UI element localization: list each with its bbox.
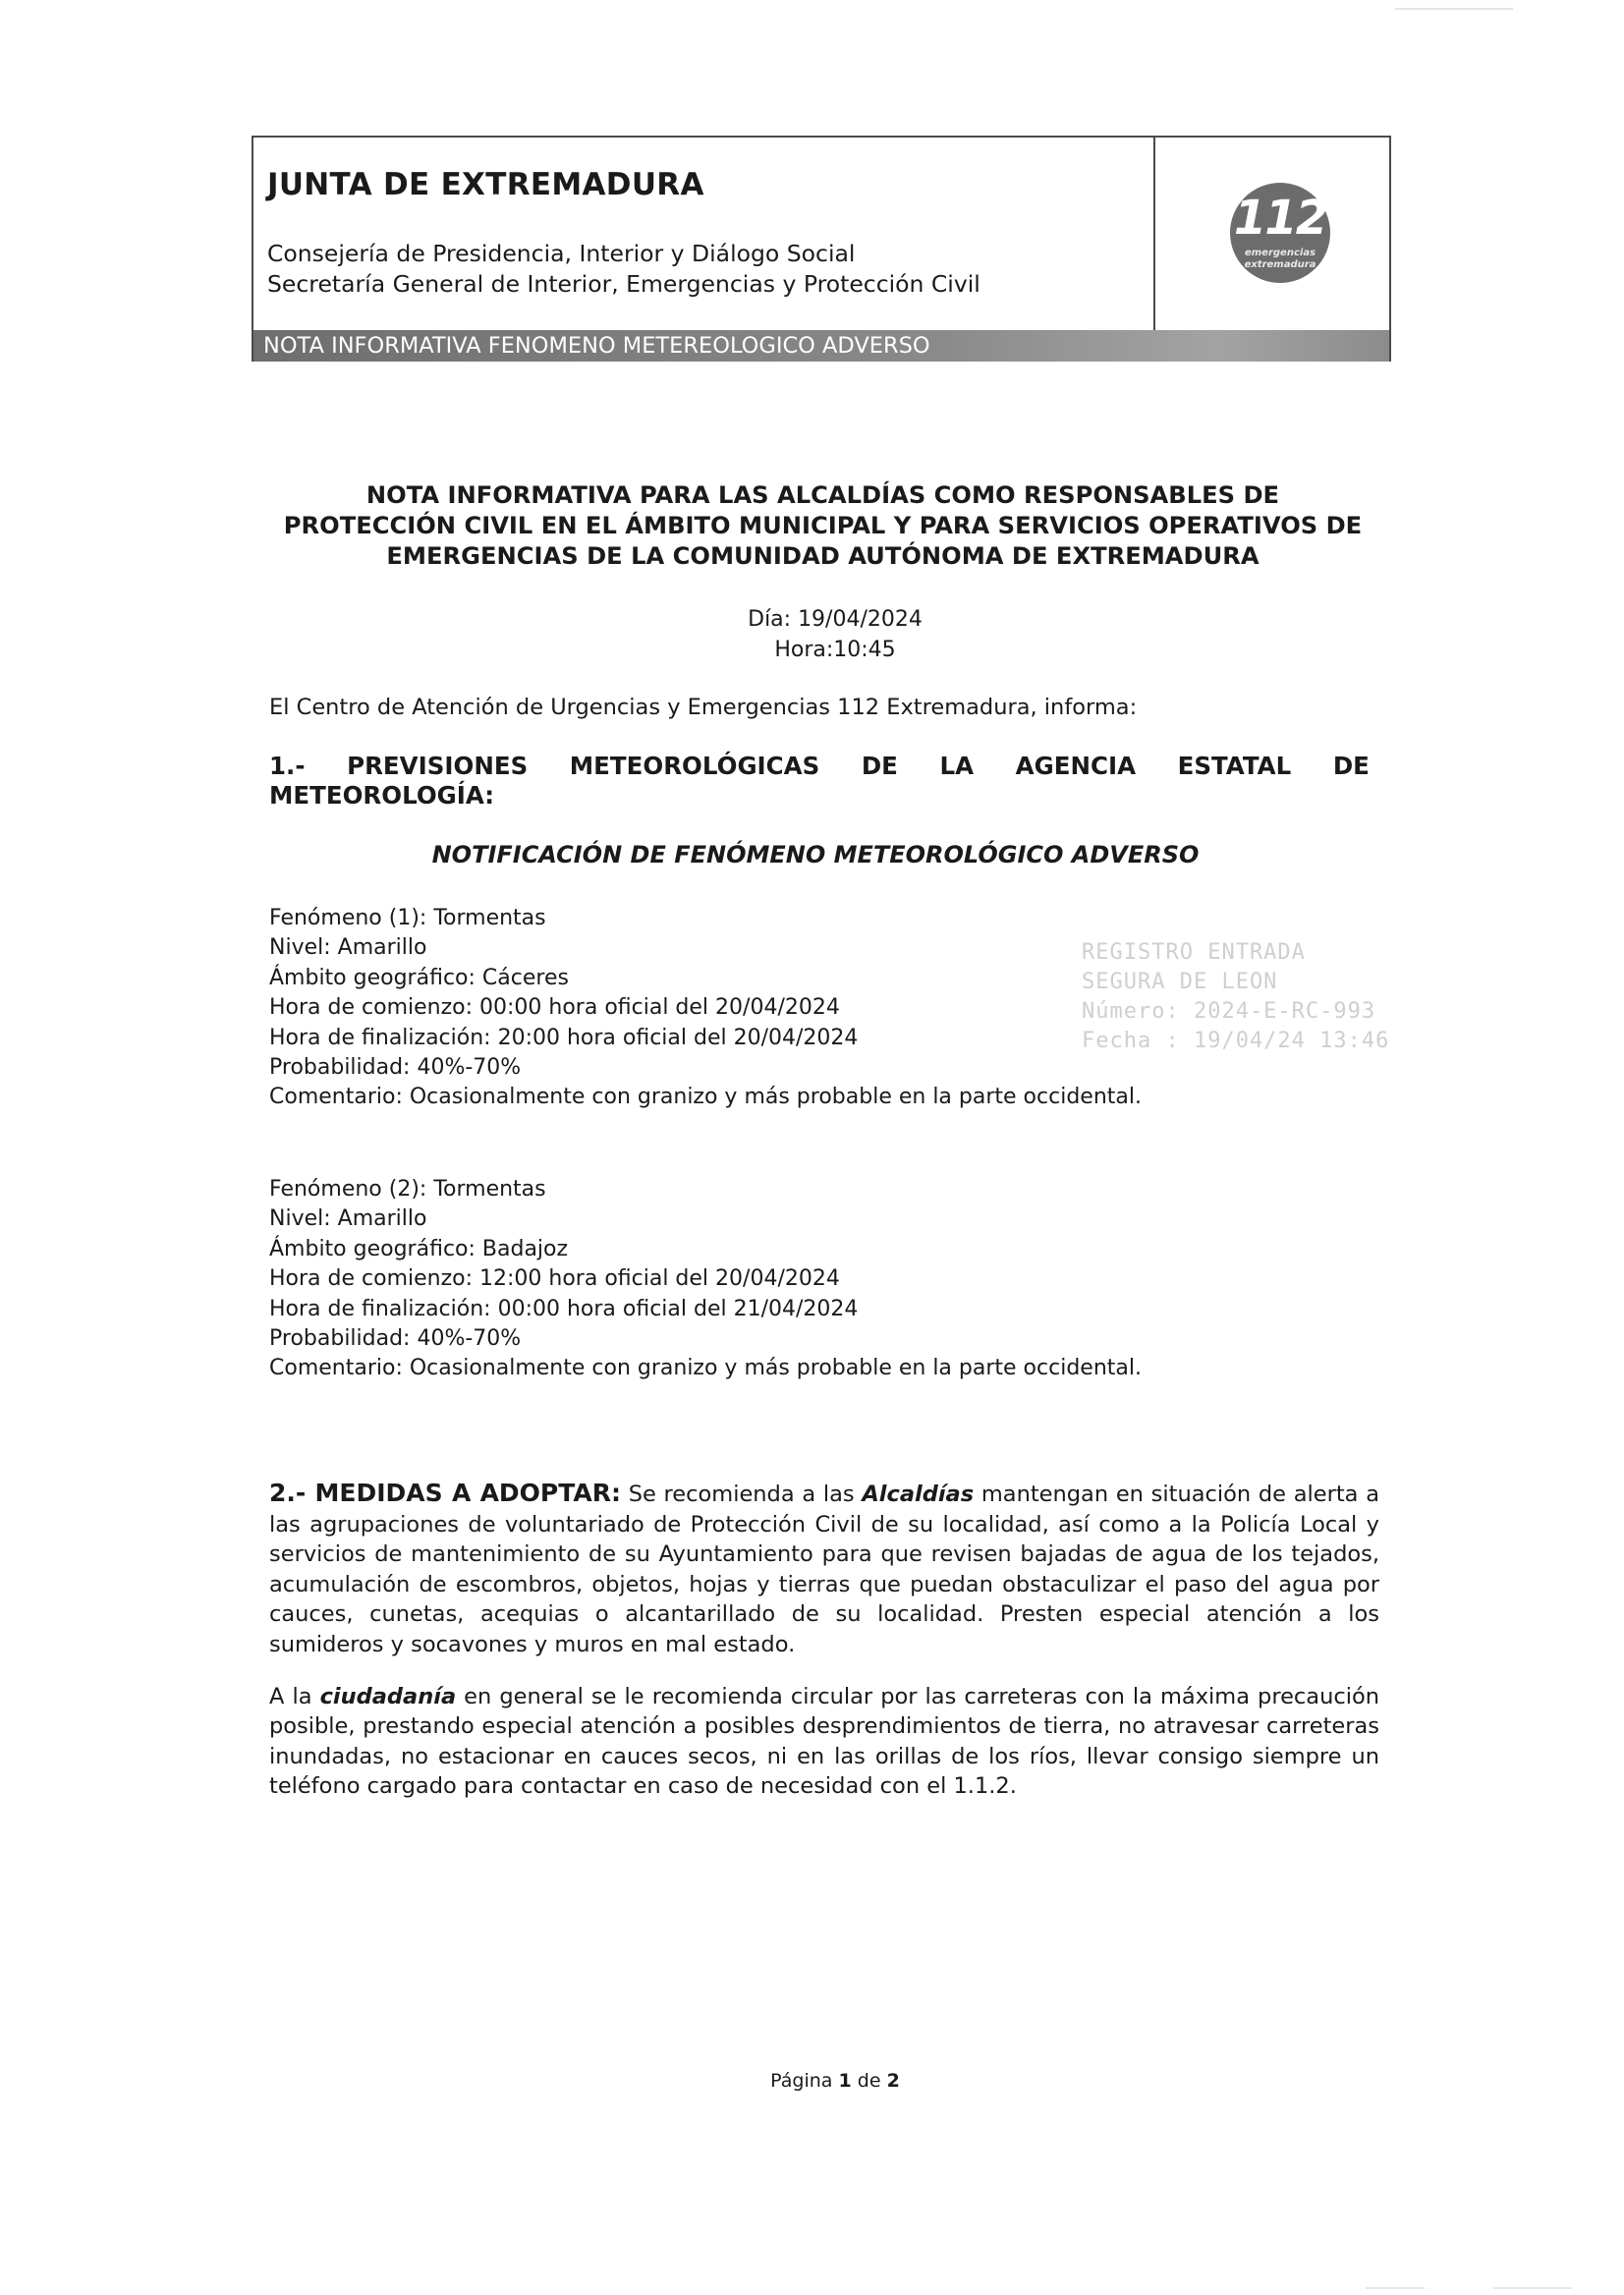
recommendation-text: en general se le recomienda circular por las carreteras con la máxima precaución posible, prestando especial atención a posibles desprendimientos de tierra, no atravesar carreteras inundadas, no estacionar en cauces secos, ni en las orillas de los ríos, llevar consigo siempre un teléfono cargado para contactar en caso de necesidad con el 1.1.2. [269, 1684, 1379, 1800]
heading-line: EMERGENCIAS DE LA COMUNIDAD AUTÓNOMA DE EXTREMADURA [386, 542, 1260, 570]
section-1-word: ESTATAL [1177, 752, 1292, 780]
phenomenon-block [269, 904, 1142, 1113]
stamp-line: SEGURA DE LEON [1082, 970, 1278, 994]
page-number: 1 [838, 2070, 852, 2092]
heading-line: NOTA INFORMATIVA PARA LAS ALCALDÍAS COMO RESPONSABLES DE [365, 481, 1280, 509]
section-2-heading: 2.- MEDIDAS A ADOPTAR: [269, 1479, 621, 1507]
banner-text: NOTA INFORMATIVA FENOMENO METEREOLOGICO ADVERSO [263, 333, 930, 359]
logo-cell [1155, 138, 1389, 330]
section-1-line-2: METEOROLOGÍA: [269, 781, 495, 810]
phenomenon-level: Nivel: Amarillo [269, 935, 427, 961]
stamp-date: Fecha : 19/04/24 13:46 [1082, 1029, 1390, 1053]
phenomenon-type: Fenómeno (2): Tormentas [269, 1177, 546, 1202]
scan-artifact [1366, 2287, 1425, 2289]
header-banner [253, 330, 1389, 362]
section-1-word: METEOROLÓGICAS [569, 752, 820, 780]
org-title: JUNTA DE EXTREMADURA [267, 167, 704, 202]
of-label: de [857, 2070, 881, 2092]
phenomenon-probability: Probabilidad: 40%-70% [269, 1055, 522, 1081]
phenomenon-comment: Comentario: Ocasionalmente con granizo y más probable en la parte occidental. [269, 1085, 1142, 1110]
page-footer [688, 2070, 982, 2092]
logo-subtitle-region: extremadura [1244, 259, 1316, 270]
section-1-heading [269, 752, 1370, 811]
secretariat-line: Secretaría General de Interior, Emergencias y Protección Civil [267, 270, 980, 298]
document-header [252, 136, 1391, 362]
phenomenon-end: Hora de finalización: 00:00 hora oficial del 21/04/2024 [269, 1296, 859, 1321]
phenomenon-level: Nivel: Amarillo [269, 1206, 427, 1232]
scan-artifact [1395, 8, 1513, 10]
notification-subheading: NOTIFICACIÓN DE FENÓMENO METEOROLÓGICO ADVERSO [431, 841, 1200, 868]
section-1-word: DE [1332, 752, 1370, 780]
phenomenon-start: Hora de comienzo: 00:00 hora oficial del 20/04/2024 [269, 995, 840, 1021]
phenomenon-start: Hora de comienzo: 12:00 hora oficial del 20/04/2024 [269, 1266, 840, 1292]
measures-text: mantengan en situación de alerta a las agrupaciones de voluntariado de Protección Civil de su localidad, así como a la Policía Local y servicios de mantenimiento de su Ayuntamiento para que revisen bajadas de agua de los tejados, acumulación de escombros, objetos, hojas y tierras que puedan obstaculizar el paso del agua por cauces, cunetas, acequias o alcantarillado de su localidad. Presten especial atención a los sumideros y socavones y muros en mal estado. [269, 1482, 1379, 1657]
stamp-number: Número: 2024-E-RC-993 [1082, 999, 1376, 1024]
recommendation-text: A la [269, 1684, 320, 1709]
header-text-cell [253, 138, 1155, 330]
date-time: Hora:10:45 [774, 638, 896, 662]
logo-number: 112 [1233, 191, 1327, 246]
department-line: Consejería de Presidencia, Interior y Diálogo Social [267, 240, 856, 267]
section-1-word: PREVISIONES [347, 752, 529, 780]
phenomenon-probability: Probabilidad: 40%-70% [269, 1326, 522, 1352]
measures-text: Se recomienda a las [620, 1482, 863, 1507]
stamp-line: REGISTRO ENTRADA [1082, 940, 1306, 965]
page-label: Página [770, 2070, 833, 2092]
logo-subtitle: emergencias [1244, 248, 1316, 258]
alcaldias-emphasis: Alcaldías [862, 1482, 975, 1507]
phenomenon-type: Fenómeno (1): Tormentas [269, 906, 546, 930]
ciudadania-emphasis: ciudadanía [319, 1684, 457, 1709]
phenomenon-area: Ámbito geográfico: Cáceres [269, 965, 569, 990]
citizen-recommendation [269, 1682, 1379, 1802]
phenomenon-end: Hora de finalización: 20:00 hora oficial del 20/04/2024 [269, 1025, 859, 1050]
registry-stamp [1082, 938, 1389, 1056]
heading-line: PROTECCIÓN CIVIL EN EL ÁMBITO MUNICIPAL Y PARA SERVICIOS OPERATIVOS DE [283, 512, 1363, 539]
main-heading [255, 480, 1390, 572]
scan-artifact [1493, 2287, 1572, 2289]
section-1-line [269, 752, 1370, 781]
section-1-word: 1.- [269, 752, 306, 780]
intro-text: El Centro de Atención de Urgencias y Emergencias 112 Extremadura, informa: [269, 695, 1138, 720]
emergency-112-logo [1230, 183, 1330, 283]
phenomenon-block [269, 1175, 1142, 1384]
date-block [688, 604, 982, 665]
section-2-measures [269, 1479, 1379, 1660]
section-1-word: DE [861, 752, 898, 780]
phenomenon-comment: Comentario: Ocasionalmente con granizo y más probable en la parte occidental. [269, 1356, 1142, 1381]
phenomenon-area: Ámbito geográfico: Badajoz [269, 1236, 569, 1261]
section-1-word: LA [939, 752, 975, 780]
page-total: 2 [886, 2070, 900, 2092]
section-1-word: AGENCIA [1015, 752, 1137, 780]
date-day: Día: 19/04/2024 [748, 607, 923, 632]
